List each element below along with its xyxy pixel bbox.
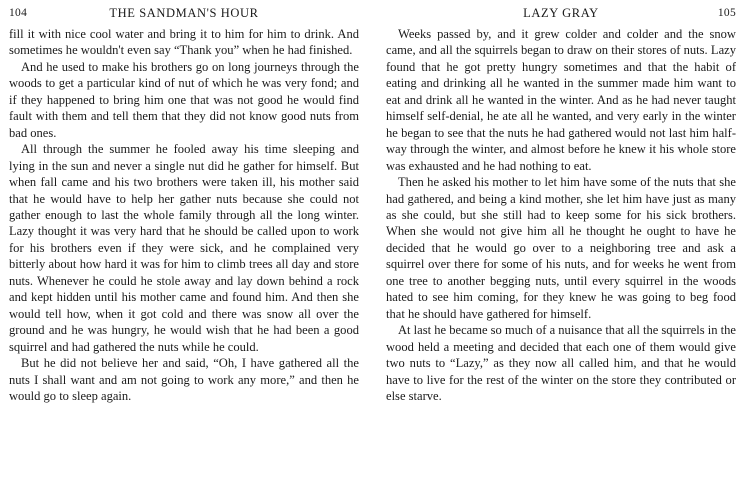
right-page-number: 105	[717, 7, 736, 19]
paragraph: fill it with nice cool water and bring it to him for him to drink. And sometimes he wouldn't even say “Thank you” when he had finished.	[9, 27, 359, 58]
left-page	[9, 0, 359, 494]
left-running-head: THE SANDMAN'S HOUR	[109, 6, 259, 20]
paragraph: At last he became so much of a nuisance that all the squirrels in the wood held a meeting and decided that each one of them would give two nuts to “Lazy,” as they now all called him, and that he would have to live for the rest of the winter on the store they contributed or else starve.	[386, 323, 736, 403]
paragraph: Then he asked his mother to let him have some of the nuts that she had gathered, and being a kind mother, she let him have just as many as she could, but she still had to keep some for his sick brothers. When she would not give him all he thought he ought to have he decided that he would go over to a neighboring tree and ask a squirrel over there for some of his nuts, and for weeks he went from one tree to another begging nuts, until every squirrel in the woods hated to see him coming, for they knew he was going to beg food that he should have gathered for himself.	[386, 175, 736, 321]
right-page	[386, 0, 736, 494]
paragraph: Weeks passed by, and it grew colder and colder and the snow came, and all the squirrels began to draw on their stores of nuts. Lazy found that he got pretty hungry sometimes and that the habit of eating and drinking all he wanted in the summer made him want to eat and drink all he wanted in the winter. And as he had never taught himself self-denial, he ate all he wanted, and very early in the winter he began to see that the nuts he had gathered would not last him half-way through the winter, and almost before he knew it his whole store was exhausted and he had nothing to eat.	[386, 27, 736, 173]
left-page-number: 104	[9, 7, 28, 19]
left-page-header	[9, 0, 359, 26]
right-page-header	[386, 0, 736, 26]
left-page-body	[9, 26, 359, 404]
paragraph: But he did not believe her and said, “Oh, I have gathered all the nuts I shall want and am not going to work any more,” and then he would go to sleep again.	[9, 356, 359, 403]
paragraph: All through the summer he fooled away his time sleeping and lying in the sun and never a single nut did he gather for himself. But when fall came and his two brothers were taken ill, his mother said that he would have to help her gather nuts because she could not gather enough to last the whole family through all the long winter. Lazy thought it was very hard that he should be called upon to work for his brothers even if they were sick, and he complained very bitterly about how hard it was for him to climb trees all day and store nuts. Whenever he could he stole away and lay down behind a rock and kept hidden until his mother came and found him. And then she would tell how, when it got cold and there was snow all over the ground and he was hungry, he would wish that he had been a good squirrel and had gathered the nuts while he could.	[9, 142, 359, 354]
paragraph: And he used to make his brothers go on long journeys through the woods to get a particular kind of nut of which he was very fond; and if they happened to bring him one that was not good he would find fault with them and tell them that they did not know good nuts from bad ones.	[9, 59, 359, 140]
right-running-head: LAZY GRAY	[523, 6, 599, 20]
right-page-body	[386, 26, 736, 404]
